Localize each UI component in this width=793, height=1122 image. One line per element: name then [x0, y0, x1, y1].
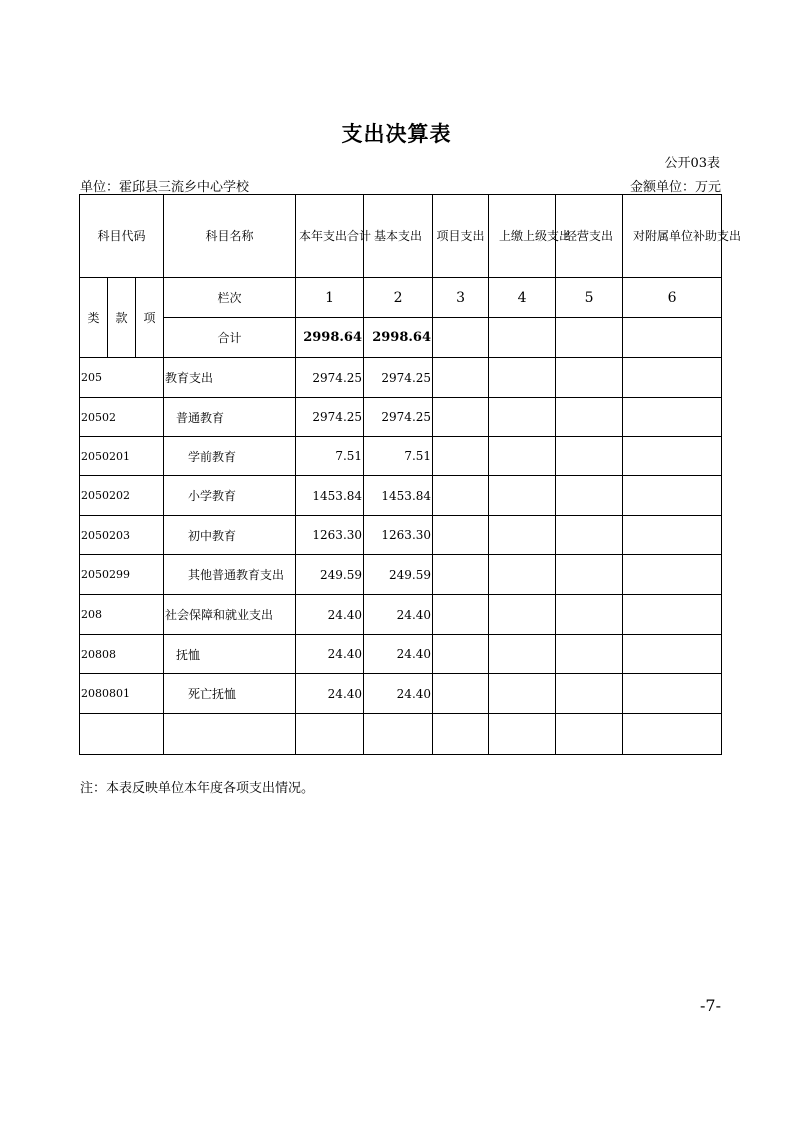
col-num-6: 6	[623, 278, 722, 318]
table-row	[80, 595, 722, 635]
header-row	[80, 195, 722, 278]
table-row	[80, 358, 722, 398]
row-total: 249.59	[296, 555, 364, 595]
row-name: 学前教育	[164, 437, 296, 476]
header-subject-code: 科目代码	[80, 195, 164, 278]
table-row	[80, 555, 722, 595]
row-code: 2080801	[80, 674, 164, 714]
total-label: 合计	[164, 318, 296, 358]
row-basic: 2974.25	[364, 398, 433, 437]
row-code: 208	[80, 595, 164, 635]
total-business	[556, 318, 623, 358]
header-total: 本年支出合计	[296, 195, 364, 278]
unit-line	[80, 176, 721, 194]
table-row	[80, 635, 722, 674]
row-name: 初中教育	[164, 516, 296, 555]
row-name: 社会保障和就业支出	[164, 595, 296, 635]
row-basic: 1453.84	[364, 476, 433, 516]
row-name: 普通教育	[164, 398, 296, 437]
row-code: 2050201	[80, 437, 164, 476]
col-num-2: 2	[364, 278, 433, 318]
page-number: -7-	[700, 996, 721, 1015]
row-total: 2974.25	[296, 358, 364, 398]
page-title: 支出决算表	[341, 121, 452, 146]
row-total: 24.40	[296, 635, 364, 674]
total-total: 2998.64	[296, 318, 364, 358]
header-subsidy: 对附属单位补助支出	[623, 195, 722, 278]
header-upper: 上缴上级支出	[489, 195, 556, 278]
table-row	[80, 398, 722, 437]
unit-label: 单位：霍邱县三流乡中心学校	[80, 180, 250, 195]
row-code: 2050299	[80, 555, 164, 595]
column-label: 栏次	[164, 278, 296, 318]
row-total: 24.40	[296, 595, 364, 635]
row-total: 2974.25	[296, 398, 364, 437]
row-total: 1453.84	[296, 476, 364, 516]
table-row	[80, 476, 722, 516]
header-project: 项目支出	[433, 195, 489, 278]
header-lei: 类	[80, 278, 108, 358]
row-total: 24.40	[296, 674, 364, 714]
form-code: 公开03表	[664, 156, 720, 171]
col-num-5: 5	[556, 278, 623, 318]
row-code: 20502	[80, 398, 164, 437]
row-name: 小学教育	[164, 476, 296, 516]
row-basic: 24.40	[364, 635, 433, 674]
header-subject-name: 科目名称	[164, 195, 296, 278]
column-number-row	[80, 278, 722, 318]
total-basic: 2998.64	[364, 318, 433, 358]
row-basic: 7.51	[364, 437, 433, 476]
total-subsidy	[623, 318, 722, 358]
col-num-4: 4	[489, 278, 556, 318]
row-basic: 1263.30	[364, 516, 433, 555]
row-basic: 24.40	[364, 595, 433, 635]
row-code: 2050202	[80, 476, 164, 516]
row-total: 7.51	[296, 437, 364, 476]
empty-row	[80, 714, 722, 755]
header-xiang: 项	[136, 278, 164, 358]
row-code: 2050203	[80, 516, 164, 555]
table-row	[80, 516, 722, 555]
row-basic: 249.59	[364, 555, 433, 595]
row-code: 205	[80, 358, 164, 398]
col-num-1: 1	[296, 278, 364, 318]
table-row	[80, 674, 722, 714]
expenditure-table	[79, 194, 742, 755]
row-name: 教育支出	[164, 358, 296, 398]
row-name: 死亡抚恤	[164, 674, 296, 714]
header-business: 经营支出	[556, 195, 623, 278]
header-kuan: 款	[108, 278, 136, 358]
total-row	[80, 318, 722, 358]
total-upper	[489, 318, 556, 358]
total-project	[433, 318, 489, 358]
row-name: 抚恤	[164, 635, 296, 674]
row-total: 1263.30	[296, 516, 364, 555]
header-basic: 基本支出	[364, 195, 433, 278]
table-note: 注：本表反映单位本年度各项支出情况。	[80, 781, 315, 796]
col-num-3: 3	[433, 278, 489, 318]
table-row	[80, 437, 722, 476]
amount-unit: 金额单位：万元	[629, 180, 721, 195]
row-basic: 24.40	[364, 674, 433, 714]
row-code: 20808	[80, 635, 164, 674]
row-basic: 2974.25	[364, 358, 433, 398]
row-name: 其他普通教育支出	[164, 555, 296, 595]
